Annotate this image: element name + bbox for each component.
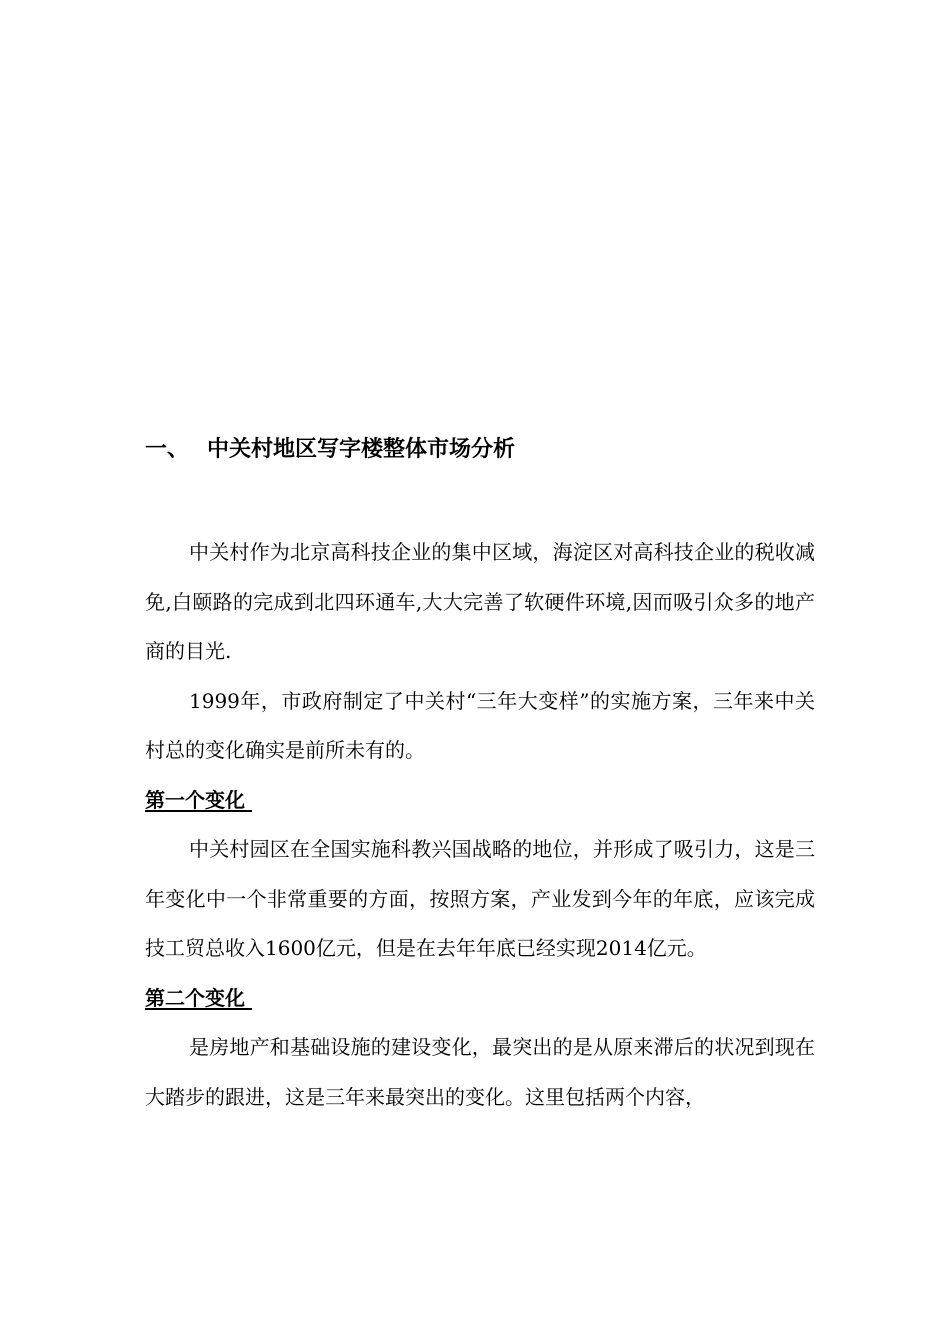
change-2-paragraph: 是房地产和基础设施的建设变化，最突出的是从原来滞后的状况到现在大踏步的跟进，这是三年来最突出的变化。这里包括两个内容， (145, 1035, 815, 1109)
change-1-paragraph: 中关村园区在全国实施科教兴国战略的地位，并形成了吸引力，这是三年变化中一个非常重要的方面，按照方案，产业发到今年的年底，应该完成技工贸总收入1600亿元，但是在去年年底已经实现2014亿元。 (145, 837, 815, 960)
section-heading (145, 432, 815, 468)
change-2-title: 第二个变化 (145, 985, 252, 1010)
section-number: 一、 (145, 437, 190, 462)
intro-paragraph-1: 中关村作为北京高科技企业的集中区域，海淀区对高科技企业的税收减免,白颐路的完成到北四环通车,大大完善了软硬件环境,因而吸引众多的地产商的目光. (145, 540, 815, 663)
section-title: 中关村地区写字楼整体市场分析 (207, 437, 516, 462)
intro-paragraph-2: 1999年，市政府制定了中关村“三年大变样”的实施方案，三年来中关村总的变化确实是前所未有的。 (145, 688, 815, 762)
document-body (145, 432, 815, 1122)
change-1-title: 第一个变化 (145, 787, 252, 812)
